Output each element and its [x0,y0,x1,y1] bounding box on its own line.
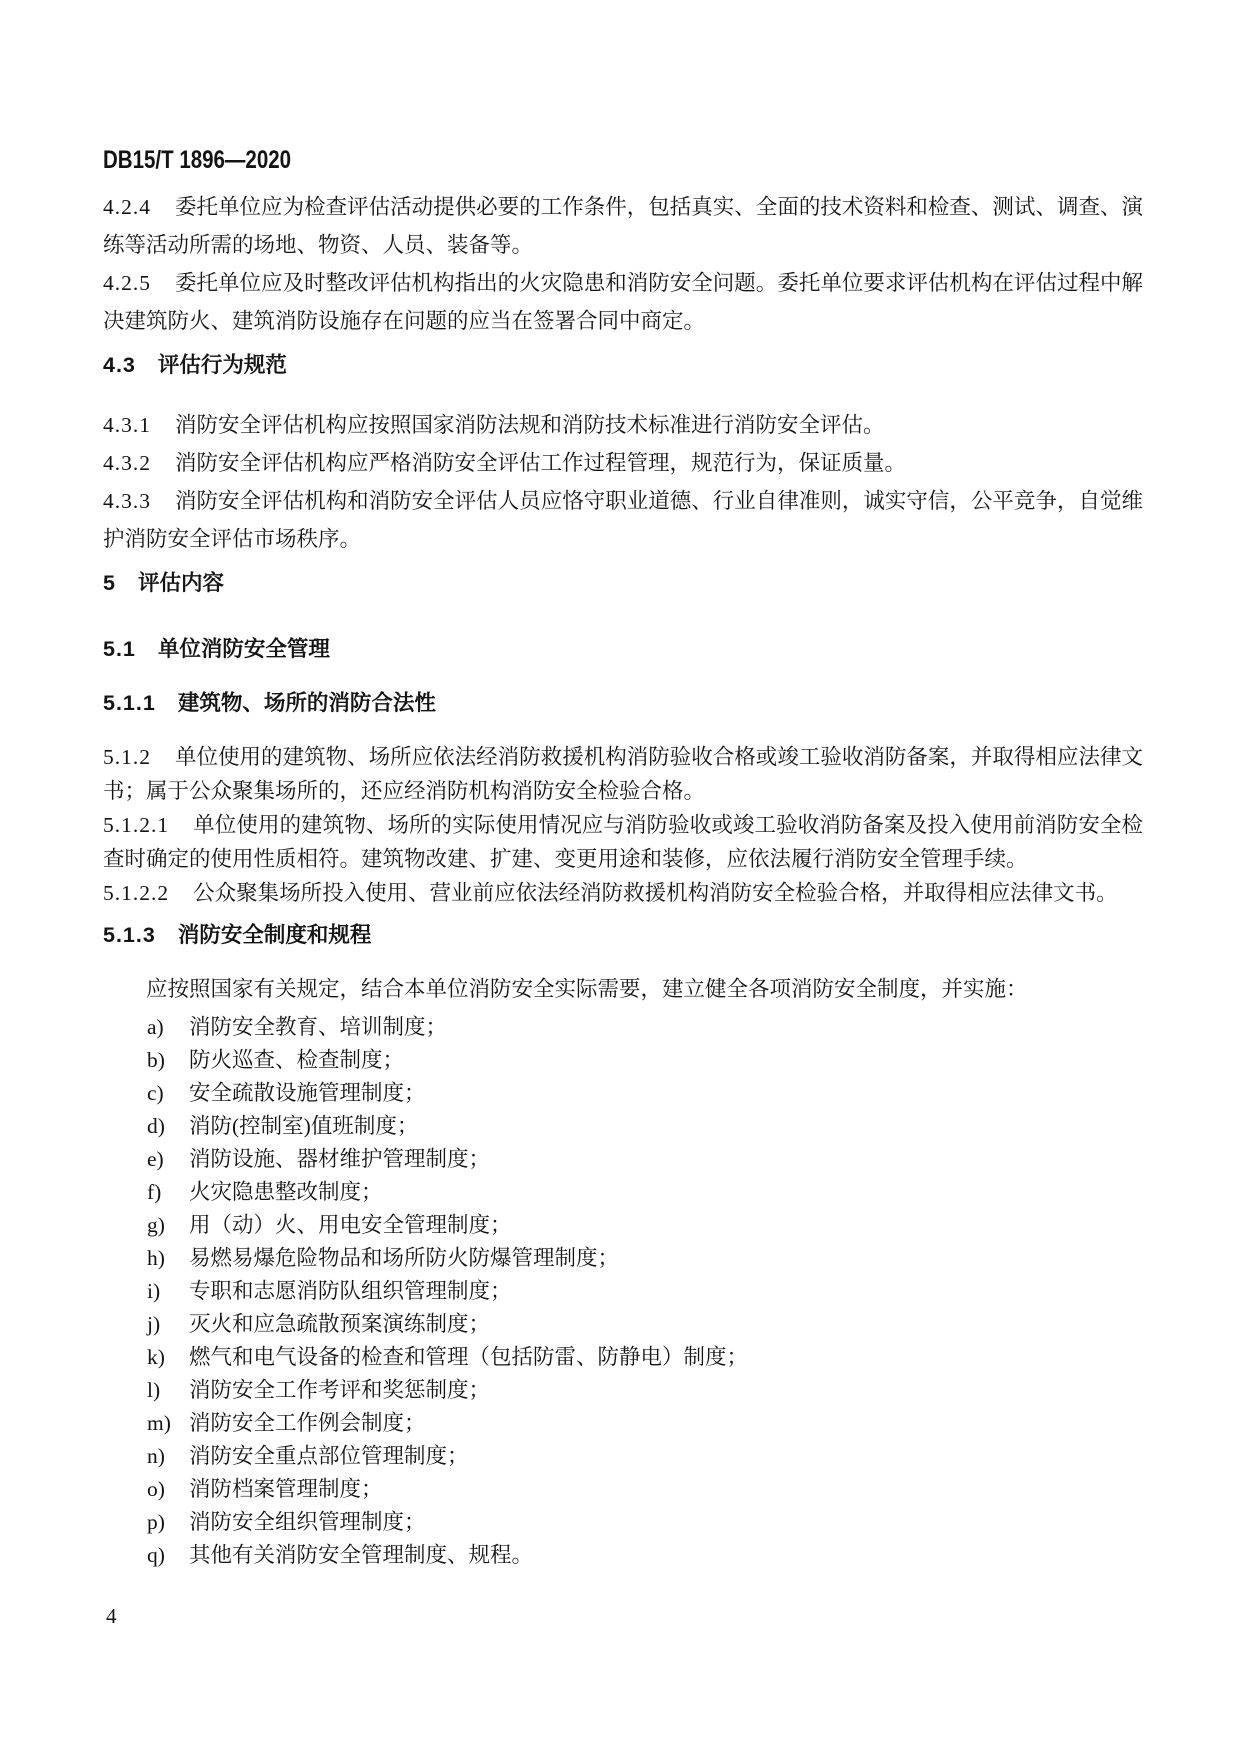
list-item-text: 专职和志愿消防队组织管理制度； [189,1279,512,1303]
list-item [147,1209,1143,1242]
list-item-marker: e) [147,1147,164,1171]
list-item-marker: j) [147,1312,161,1336]
heading-number: 4.3 [103,353,136,377]
list-item-text: 安全疏散设施管理制度； [189,1081,426,1105]
section-heading-5-1-1 [103,690,1143,716]
clause-text: 单位使用的建筑物、场所应依法经消防救援机构消防验收合格或竣工验收消防备案，并取得相应法律文书；属于公众聚集场所的，还应经消防机构消防安全检验合格。 [103,745,1143,803]
clause-number: 4.3.1 [103,413,151,437]
clause-text: 委托单位应为检查评估活动提供必要的工作条件，包括真实、全面的技术资料和检查、测试、调查、演练等活动所需的场地、物资、人员、装备等。 [103,195,1143,257]
doc-code-header: DB15/T 1896—2020 [103,146,292,174]
clause-4-2-4 [103,188,1143,264]
list-item [147,1143,1143,1176]
clause-text: 消防安全评估机构应按照国家消防法规和消防技术标准进行消防安全评估。 [175,413,885,437]
list-item-text: 火灾隐患整改制度； [189,1180,383,1204]
heading-number: 5.1 [103,637,136,661]
list-item-text: 灭火和应急疏散预案演练制度； [189,1312,491,1336]
section-heading-5-1 [103,636,1143,662]
heading-title: 建筑物、场所的消防合法性 [177,691,436,715]
list-item-text: 消防档案管理制度； [189,1477,383,1501]
clause-text: 消防安全评估机构应严格消防安全评估工作过程管理，规范行为，保证质量。 [175,451,907,475]
clause-number: 4.2.5 [103,271,151,295]
clause-number: 5.1.2.1 [103,813,170,837]
list-item-text: 消防(控制室)值班制度； [189,1114,419,1138]
list-item-text: 防火巡查、检查制度； [189,1048,405,1072]
clause-4-3-3 [103,482,1143,558]
list-item [147,1374,1143,1407]
clause-5-1-2-2 [103,876,1143,910]
list-item-text: 其他有关消防安全管理制度、规程。 [189,1543,534,1567]
list-item [147,1506,1143,1539]
list-item-text: 燃气和电气设备的检查和管理（包括防雷、防静电）制度； [189,1345,749,1369]
list-item-marker: k) [147,1345,165,1369]
list-item [147,1440,1143,1473]
list-item-marker: i) [147,1279,161,1303]
list-item-marker: n) [147,1444,165,1468]
list-item-marker: o) [147,1477,165,1501]
list-item-marker: a) [147,1015,164,1039]
list-item-text: 消防安全工作例会制度； [189,1411,426,1435]
list-item-text: 易燃易爆危险物品和场所防火防爆管理制度； [189,1246,620,1270]
system-list-intro: 应按照国家有关规定，结合本单位消防安全实际需要，建立健全各项消防安全制度，并实施： [146,977,1028,1001]
list-item-marker: m) [147,1411,171,1435]
list-item [147,1077,1143,1110]
heading-title: 消防安全制度和规程 [177,923,372,947]
list-item [147,1341,1143,1374]
list-item [147,1407,1143,1440]
clause-5-1-2 [103,740,1143,808]
page-number: 4 [106,1604,117,1628]
heading-number: 5.1.1 [103,691,156,715]
list-item [147,1176,1143,1209]
list-item [147,1011,1143,1044]
clause-text: 公众聚集场所投入使用、营业前应依法经消防救援机构消防安全检验合格，并取得相应法律文书。 [193,881,1118,905]
list-item-text: 用（动）火、用电安全管理制度； [189,1213,512,1237]
heading-number: 5 [103,571,116,595]
clause-4-2-5 [103,264,1143,340]
list-item-text: 消防安全组织管理制度； [189,1510,426,1534]
list-item-text: 消防安全教育、培训制度； [189,1015,448,1039]
list-item-marker: f) [147,1180,162,1204]
list-item [147,1044,1143,1077]
list-item [147,1308,1143,1341]
list-item-marker: b) [147,1048,165,1072]
list-item-text: 消防安全工作考评和奖惩制度； [189,1378,491,1402]
clause-5-1-2-1 [103,808,1143,876]
list-item-marker: h) [147,1246,165,1270]
heading-number: 5.1.3 [103,923,156,947]
list-item-marker: d) [147,1114,165,1138]
list-item [147,1539,1143,1572]
heading-title: 评估行为规范 [157,353,287,377]
section-heading-5 [103,570,1143,596]
list-item-text: 消防安全重点部位管理制度； [189,1444,469,1468]
document-body [103,188,1143,1572]
clause-number: 5.1.2 [103,745,151,769]
fire-safety-system-list [103,1011,1143,1572]
list-item [147,1110,1143,1143]
clause-text: 委托单位应及时整改评估机构指出的火灾隐患和消防安全问题。委托单位要求评估机构在评估过程中解决建筑防火、建筑消防设施存在问题的应当在签署合同中商定。 [103,271,1143,333]
clause-number: 4.3.3 [103,489,151,513]
clause-number: 5.1.2.2 [103,881,170,905]
list-item [147,1473,1143,1506]
list-item-marker: g) [147,1213,165,1237]
clause-text: 消防安全评估机构和消防安全评估人员应恪守职业道德、行业自律准则，诚实守信，公平竞争，自觉维护消防安全评估市场秩序。 [103,489,1143,551]
clause-number: 4.3.2 [103,451,151,475]
heading-title: 单位消防安全管理 [157,637,330,661]
clause-4-3-1 [103,406,1143,444]
clause-number: 4.2.4 [103,195,151,219]
list-item-marker: c) [147,1081,164,1105]
section-heading-4-3 [103,352,1143,378]
clause-4-3-2 [103,444,1143,482]
section-heading-5-1-3 [103,922,1143,948]
list-item-text: 消防设施、器材维护管理制度； [189,1147,491,1171]
heading-title: 评估内容 [137,571,224,595]
list-item-marker: p) [147,1510,165,1534]
list-item [147,1275,1143,1308]
list-item-marker: q) [147,1543,165,1567]
clause-text: 单位使用的建筑物、场所的实际使用情况应与消防验收或竣工验收消防备案及投入使用前消防安全检查时确定的使用性质相符。建筑物改建、扩建、变更用途和装修，应依法履行消防安全管理手续。 [103,813,1143,871]
list-item [147,1242,1143,1275]
list-item-marker: l) [147,1378,161,1402]
